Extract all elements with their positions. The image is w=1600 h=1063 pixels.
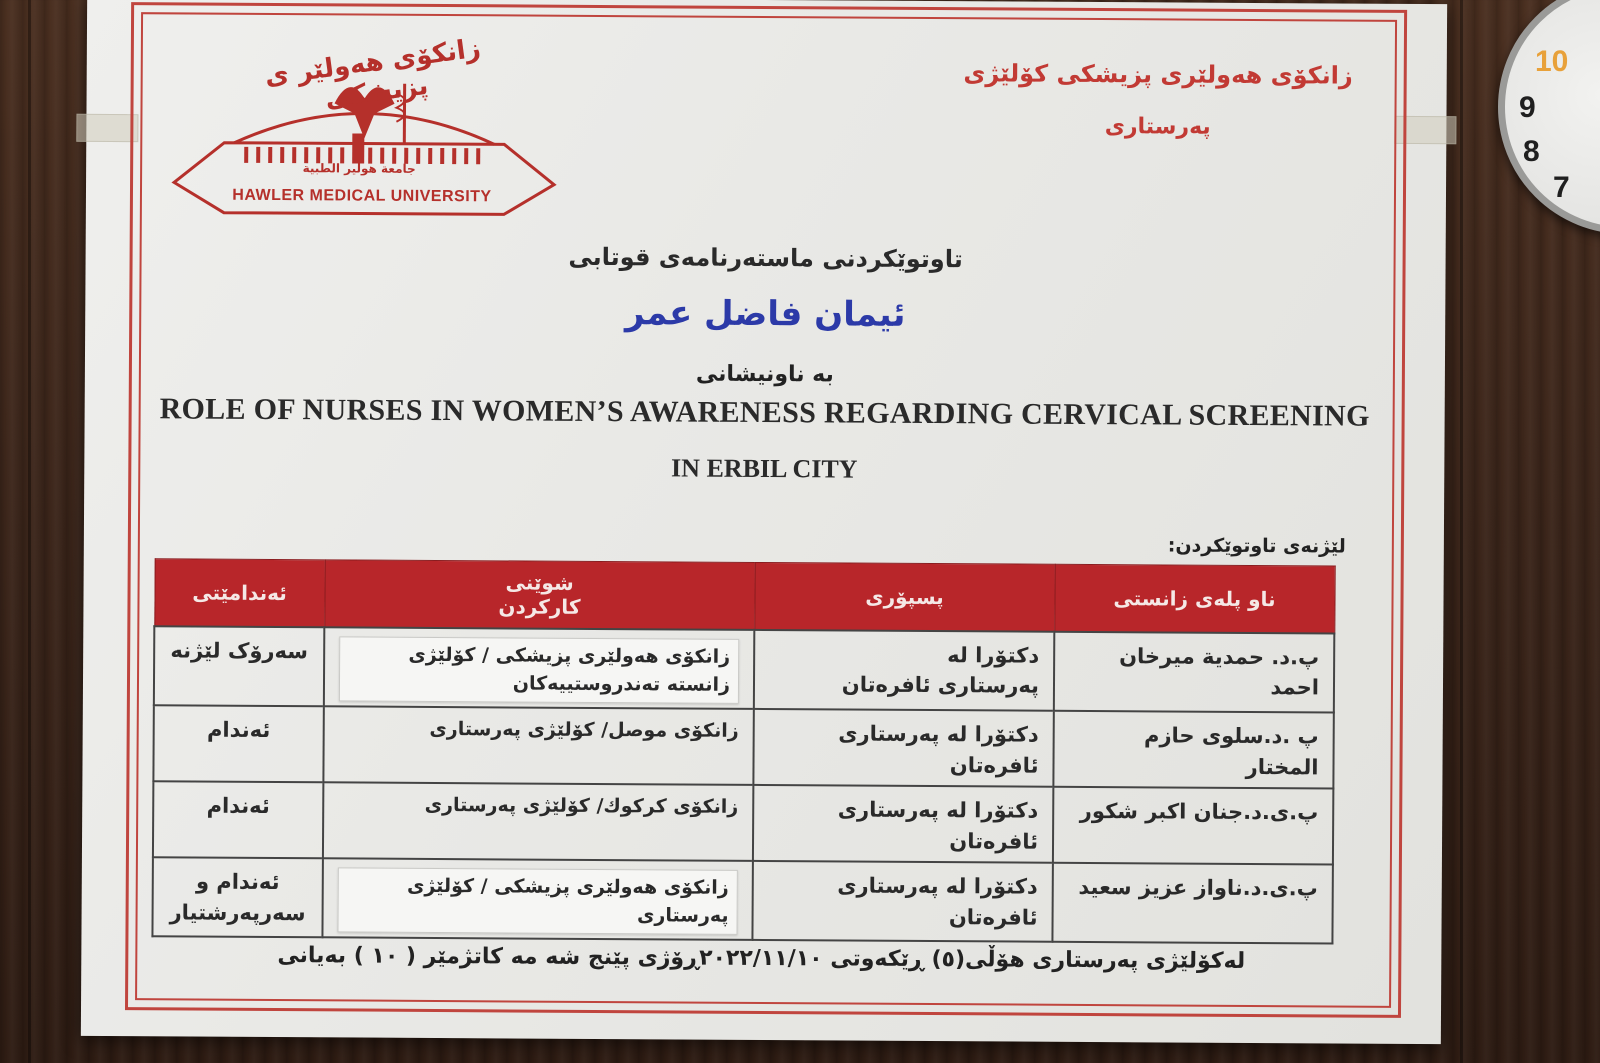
header-role: ئەندامێتی <box>154 559 324 628</box>
committee-label: لێژنەی تاوتوێکردن: <box>1167 534 1346 558</box>
member-role <box>152 857 322 937</box>
specialty-line1: دكتۆرا لە پەرستاری <box>837 873 1038 899</box>
member-workplace <box>323 706 753 785</box>
role-line2: سەرپەرشتیار <box>169 899 306 925</box>
university-logo <box>164 33 565 234</box>
header-workplace <box>324 560 754 630</box>
clock-numeral: 10 <box>1535 45 1569 78</box>
member-role <box>153 705 323 782</box>
member-name: پ .د.سلوی حازم المختار <box>1053 711 1333 789</box>
member-specialty <box>753 785 1053 863</box>
clock-numeral: 7 <box>1553 171 1570 204</box>
workplace-label: زانكۆی كركوك/ كۆلێژی پەرستاری <box>424 794 739 818</box>
table-row <box>153 705 1333 788</box>
specialty-line1: دكتۆرا لە پەرستاری <box>838 721 1039 747</box>
thesis-title-line1: ROLE OF NURSES IN WOMEN’S AWARENESS REGARDING CERVICAL SCREENING <box>159 392 1370 433</box>
thesis-title-line2: IN ERBIL CITY <box>671 453 858 484</box>
specialty-line2: ئافرەتان <box>948 904 1038 930</box>
table-row <box>153 781 1333 864</box>
member-role <box>154 626 324 706</box>
header-workplace-line1: شوێنی <box>505 570 574 595</box>
role-line1: ئەندام <box>206 793 270 819</box>
header-workplace-line2: کارکردن <box>498 594 581 619</box>
role-line1: ئەندام و <box>195 869 280 895</box>
workplace-label: زانكۆی هەولێری پزیشكی / كۆلێژی پەرستاری <box>337 867 737 935</box>
member-name: پ.ی.د.جنان اكبر شكور <box>1053 787 1333 865</box>
role-line1: ئەندام <box>207 717 271 743</box>
member-name: پ.ی.د.ناواز عزیز سعید <box>1052 863 1332 944</box>
member-specialty <box>752 861 1052 942</box>
member-workplace <box>324 627 754 709</box>
clock-numeral: 9 <box>1519 91 1536 124</box>
logo-kurdish-text: زانكۆی هەولێر ی پزیشکی <box>262 33 483 115</box>
table-row <box>154 626 1334 712</box>
workplace-label: زانكۆی موصل/ كۆلێژی پەرستاری <box>429 718 739 742</box>
header-name: ناو پلەی زانستی <box>1054 564 1334 633</box>
poster <box>81 0 1447 1044</box>
member-workplace <box>323 782 753 861</box>
student-name: ئیمان فاضل عمر <box>624 293 906 335</box>
specialty-line2: ئافرەتان <box>949 752 1039 778</box>
member-specialty <box>754 630 1054 711</box>
table-row <box>152 857 1332 943</box>
logo-english-text: HAWLER MEDICAL UNIVERSITY <box>232 186 492 206</box>
specialty-line2: پەرستاری ئافرەتان <box>841 672 1040 699</box>
specialty-line1: دكتۆرا لە <box>947 643 1040 668</box>
logo-arabic-text: جامعة هولير الطبية <box>302 161 416 176</box>
member-workplace <box>322 858 752 940</box>
member-specialty <box>753 709 1053 787</box>
specialty-line1: دكتۆرا لە پەرستاری <box>837 797 1039 823</box>
college-department: پەرستاری <box>1104 114 1211 140</box>
college-name: زانكۆی هەولێری پزیشكی كۆلێژی <box>963 59 1353 90</box>
wall-clock <box>1498 0 1600 234</box>
college-header <box>963 59 1353 140</box>
tape <box>76 114 138 142</box>
member-role <box>153 781 323 858</box>
clock-numeral: 8 <box>1523 135 1540 168</box>
table-header-row <box>154 559 1334 634</box>
defense-date-location: لەكۆلێژی پەرستاری هۆڵی(٥) ڕێكەوتی ٢٠٢٢/١١/١٠ڕۆژی پێنج شە مە كاتژمێر ( ١٠ ) بەیانی <box>277 943 1246 974</box>
workplace-label: زانكۆی هەولێری پزیشكی / كۆلێژی زانستە تەندروستییەكان <box>339 636 739 704</box>
role-line1: سەرۆک لێژنە <box>170 638 308 664</box>
header-specialty: پسپۆری <box>754 562 1054 631</box>
member-name: پ.د. حمدیة میرخان احمد <box>1054 632 1334 713</box>
committee-table <box>151 558 1335 944</box>
specialty-line2: ئافرەتان <box>949 828 1039 854</box>
titled-label: بە ناونیشانی <box>695 361 834 388</box>
defense-heading: تاوتوێكردنی ماستەرنامەی قوتابی <box>568 242 963 274</box>
